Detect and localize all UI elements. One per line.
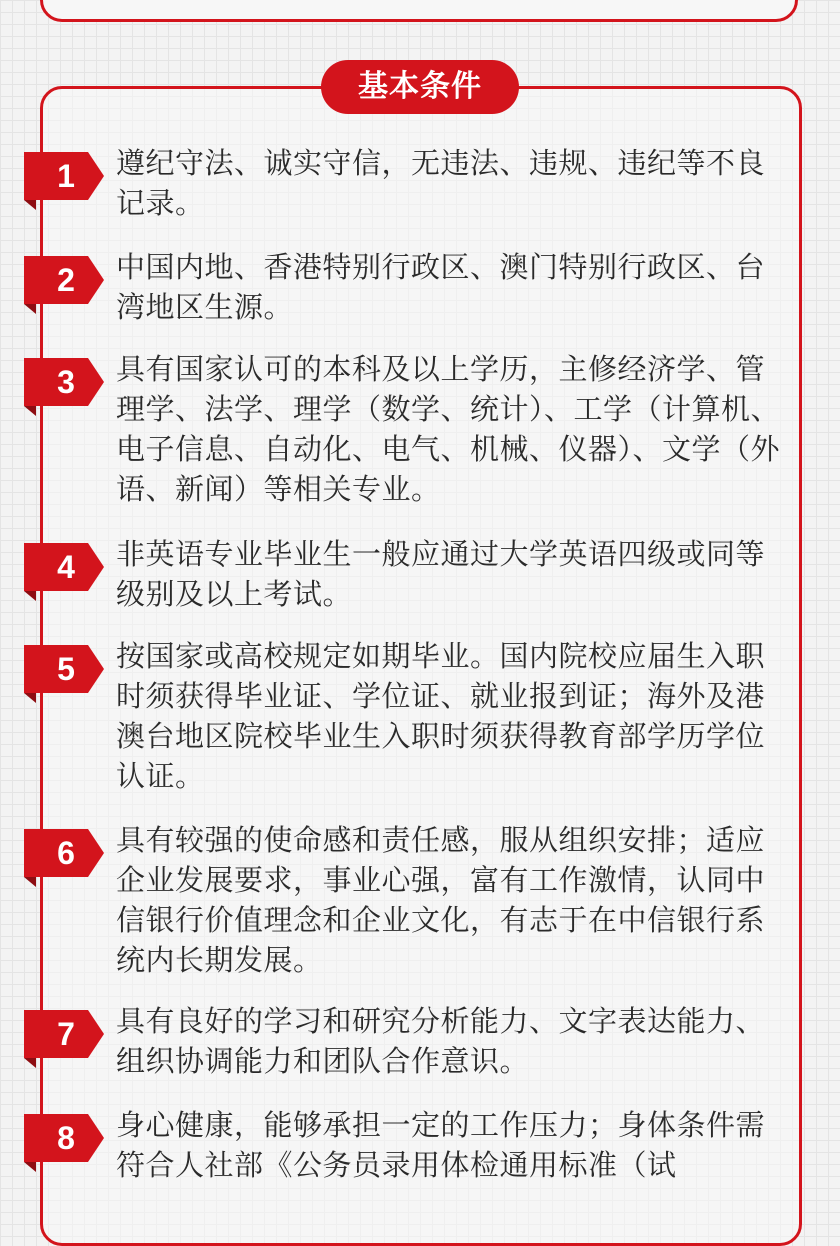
number-badge xyxy=(24,1114,104,1162)
item-text: 具有国家认可的本科及以上学历，主修经济学、管理学、法学、理学（数学、统计）、工学（计算机、电子信息、自动化、电气、机械、仪器）、文学（外语、新闻）等相关专业。 xyxy=(116,352,781,506)
previous-section-card xyxy=(40,0,798,22)
section-title: 基本条件 xyxy=(321,60,519,114)
number-badge xyxy=(24,152,104,200)
item-number: 1 xyxy=(57,158,75,194)
item-number: 6 xyxy=(57,835,75,871)
item-text: 具有较强的使命感和责任感，服从组织安排；适应企业发展要求，事业心强，富有工作激情，认同中信银行价值理念和企业文化，有志于在中信银行系统内长期发展。 xyxy=(116,823,766,977)
item-number: 4 xyxy=(57,549,75,585)
item-number: 3 xyxy=(57,364,75,400)
number-badge xyxy=(24,256,104,304)
item-text: 按国家或高校规定如期毕业。国内院校应届生入职时须获得毕业证、学位证、就业报到证；海外及港澳台地区院校毕业生入职时须获得教育部学历学位认证。 xyxy=(116,639,766,793)
item-text: 具有良好的学习和研究分析能力、文字表达能力、组织协调能力和团队合作意识。 xyxy=(116,1004,766,1078)
item-text: 非英语专业毕业生一般应通过大学英语四级或同等级别及以上考试。 xyxy=(116,537,766,611)
number-badge xyxy=(24,829,104,877)
number-badge xyxy=(24,645,104,693)
item-number: 7 xyxy=(57,1016,75,1052)
item-number: 5 xyxy=(57,651,75,687)
number-badge xyxy=(24,1010,104,1058)
item-text: 遵纪守法、诚实守信，无违法、违规、违纪等不良记录。 xyxy=(116,146,766,220)
item-number: 2 xyxy=(57,262,75,298)
item-text: 身心健康，能够承担一定的工作压力；身体条件需符合人社部《公务员录用体检通用标准（试 xyxy=(116,1108,766,1182)
number-badge xyxy=(24,358,104,406)
number-badge xyxy=(24,543,104,591)
item-text: 中国内地、香港特别行政区、澳门特别行政区、台湾地区生源。 xyxy=(116,250,766,324)
item-number: 8 xyxy=(57,1120,75,1156)
